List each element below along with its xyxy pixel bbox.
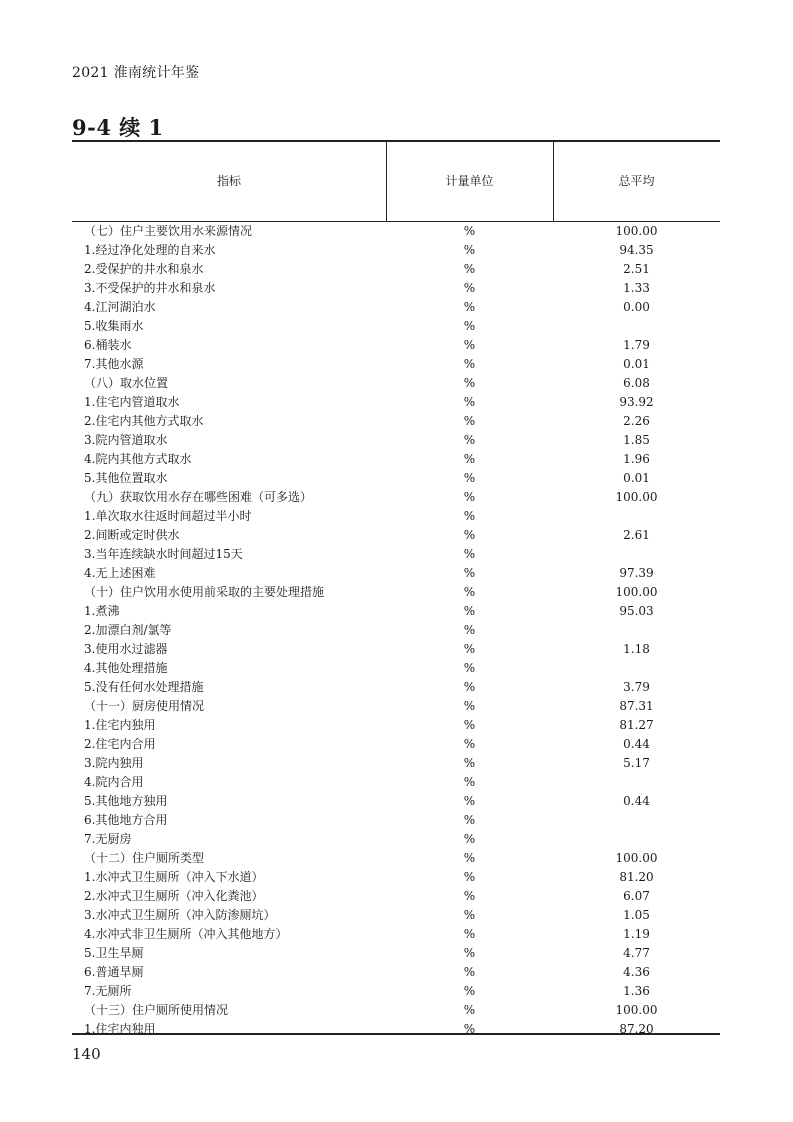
row-value: 97.39 xyxy=(619,566,654,580)
row-label: 7.无厨房 xyxy=(84,832,132,846)
table-row xyxy=(72,697,720,716)
row-unit: % xyxy=(463,718,476,732)
row-value: 93.92 xyxy=(619,395,654,409)
row-unit: % xyxy=(463,243,476,257)
table-row xyxy=(72,507,720,526)
row-unit: % xyxy=(463,927,476,941)
row-label: （八）取水位置 xyxy=(84,376,169,390)
row-unit: % xyxy=(463,585,476,599)
row-label: 4.其他处理措施 xyxy=(84,661,168,675)
row-value: 0.44 xyxy=(623,737,650,751)
row-label: （十一）厨房使用情况 xyxy=(84,699,205,713)
row-unit: % xyxy=(463,490,476,504)
table-row xyxy=(72,583,720,602)
row-value: 2.51 xyxy=(623,262,650,276)
row-label: 1.住宅内独用 xyxy=(84,1022,156,1036)
row-unit: % xyxy=(463,832,476,846)
row-unit: % xyxy=(463,737,476,751)
running-header: 2021 淮南统计年鉴 xyxy=(72,65,200,81)
table-row xyxy=(72,849,720,868)
row-label: （七）住户主要饮用水来源情况 xyxy=(84,224,253,238)
table-row xyxy=(72,659,720,678)
table-row xyxy=(72,792,720,811)
row-value: 6.08 xyxy=(623,376,650,390)
row-unit: % xyxy=(463,642,476,656)
table-row xyxy=(72,716,720,735)
row-unit: % xyxy=(463,699,476,713)
row-unit: % xyxy=(463,395,476,409)
table-row xyxy=(72,963,720,982)
table-row xyxy=(72,906,720,925)
row-value: 1.79 xyxy=(623,338,650,352)
row-value: 1.05 xyxy=(623,908,650,922)
row-unit: % xyxy=(463,1022,476,1036)
row-value: 1.85 xyxy=(623,433,650,447)
row-unit: % xyxy=(463,281,476,295)
table-row xyxy=(72,431,720,450)
table-bottom-rule xyxy=(72,1033,720,1035)
row-value: 4.36 xyxy=(623,965,650,979)
row-value: 81.20 xyxy=(619,870,654,884)
row-unit: % xyxy=(463,509,476,523)
row-unit: % xyxy=(463,984,476,998)
table-row xyxy=(72,488,720,507)
row-value xyxy=(553,621,720,640)
table-row xyxy=(72,355,720,374)
row-value: 100.00 xyxy=(615,1003,658,1017)
row-label: （十三）住户厕所使用情况 xyxy=(84,1003,229,1017)
column-header-indicator: 指标 xyxy=(216,174,241,188)
row-value: 4.77 xyxy=(623,946,650,960)
row-unit: % xyxy=(463,775,476,789)
row-value: 100.00 xyxy=(615,851,658,865)
row-label: 4.院内其他方式取水 xyxy=(84,452,192,466)
table-row xyxy=(72,374,720,393)
column-header-unit: 计量单位 xyxy=(445,174,494,188)
table-row xyxy=(72,526,720,545)
row-unit: % xyxy=(463,604,476,618)
row-label: 3.不受保护的井水和泉水 xyxy=(84,281,216,295)
row-label: 1.住宅内独用 xyxy=(84,718,156,732)
row-label: 2.住宅内合用 xyxy=(84,737,156,751)
row-value: 2.26 xyxy=(623,414,650,428)
table-row xyxy=(72,925,720,944)
row-label: 2.住宅内其他方式取水 xyxy=(84,414,204,428)
row-unit: % xyxy=(463,452,476,466)
row-label: 5.卫生旱厕 xyxy=(84,946,144,960)
row-label: 4.江河湖泊水 xyxy=(84,300,156,314)
table-row xyxy=(72,621,720,640)
table-row xyxy=(72,564,720,583)
table-row xyxy=(72,830,720,849)
row-label: 5.其他位置取水 xyxy=(84,471,168,485)
row-value xyxy=(553,317,720,336)
row-value: 81.27 xyxy=(619,718,654,732)
row-label: 1.单次取水往返时间超过半小时 xyxy=(84,509,252,523)
row-label: 3.水冲式卫生厕所（冲入防渗厕坑） xyxy=(84,908,276,922)
table-row xyxy=(72,241,720,260)
row-value: 95.03 xyxy=(619,604,654,618)
row-value: 87.20 xyxy=(619,1022,654,1036)
row-label: 3.使用水过滤器 xyxy=(84,642,168,656)
table-row xyxy=(72,678,720,697)
row-label: 3.院内独用 xyxy=(84,756,144,770)
row-unit: % xyxy=(463,623,476,637)
row-value: 1.19 xyxy=(623,927,650,941)
table-row xyxy=(72,640,720,659)
row-unit: % xyxy=(463,870,476,884)
row-unit: % xyxy=(463,851,476,865)
row-value xyxy=(553,507,720,526)
row-value: 2.61 xyxy=(623,528,650,542)
row-value: 0.01 xyxy=(623,357,650,371)
row-unit: % xyxy=(463,756,476,770)
row-value: 1.18 xyxy=(623,642,650,656)
row-value: 1.33 xyxy=(623,281,650,295)
row-value: 94.35 xyxy=(619,243,654,257)
table-row xyxy=(72,279,720,298)
table-row xyxy=(72,545,720,564)
row-label: 2.水冲式卫生厕所（冲入化粪池） xyxy=(84,889,264,903)
row-label: 2.受保护的井水和泉水 xyxy=(84,262,204,276)
row-unit: % xyxy=(463,528,476,542)
row-label: （十）住户饮用水使用前采取的主要处理措施 xyxy=(84,585,325,599)
row-unit: % xyxy=(463,300,476,314)
table-row xyxy=(72,450,720,469)
row-unit: % xyxy=(463,262,476,276)
table-row xyxy=(72,298,720,317)
table-row xyxy=(72,469,720,488)
row-unit: % xyxy=(463,547,476,561)
row-unit: % xyxy=(463,946,476,960)
row-value: 1.36 xyxy=(623,984,650,998)
table-row xyxy=(72,1001,720,1020)
table-row xyxy=(72,317,720,336)
row-unit: % xyxy=(463,680,476,694)
row-unit: % xyxy=(463,357,476,371)
row-value: 100.00 xyxy=(615,224,658,238)
row-label: 4.院内合用 xyxy=(84,775,144,789)
row-value: 5.17 xyxy=(623,756,650,770)
row-label: 1.住宅内管道取水 xyxy=(84,395,180,409)
row-unit: % xyxy=(463,1003,476,1017)
table-row xyxy=(72,982,720,1001)
row-value: 0.44 xyxy=(623,794,650,808)
row-label: 1.煮沸 xyxy=(84,604,120,618)
row-unit: % xyxy=(463,908,476,922)
table-row xyxy=(72,393,720,412)
table-row xyxy=(72,811,720,830)
row-value xyxy=(553,811,720,830)
table-row xyxy=(72,1020,720,1039)
row-label: 7.其他水源 xyxy=(84,357,144,371)
row-value: 1.96 xyxy=(623,452,650,466)
row-label: 3.当年连续缺水时间超过15天 xyxy=(84,547,243,561)
row-unit: % xyxy=(463,338,476,352)
table-row xyxy=(72,944,720,963)
row-unit: % xyxy=(463,794,476,808)
table-body xyxy=(72,222,720,1039)
row-label: 1.水冲式卫生厕所（冲入下水道） xyxy=(84,870,264,884)
row-unit: % xyxy=(463,965,476,979)
table-row xyxy=(72,735,720,754)
row-label: 6.其他地方合用 xyxy=(84,813,168,827)
row-label: 6.普通旱厕 xyxy=(84,965,144,979)
row-label: 3.院内管道取水 xyxy=(84,433,168,447)
table-row xyxy=(72,602,720,621)
row-unit: % xyxy=(463,414,476,428)
row-unit: % xyxy=(463,566,476,580)
row-unit: % xyxy=(463,813,476,827)
table-row xyxy=(72,868,720,887)
row-unit: % xyxy=(463,376,476,390)
row-value xyxy=(553,773,720,792)
row-value: 87.31 xyxy=(619,699,654,713)
column-header-average: 总平均 xyxy=(618,174,655,188)
row-unit: % xyxy=(463,661,476,675)
page-number: 140 xyxy=(72,1045,101,1063)
row-label: 5.没有任何水处理措施 xyxy=(84,680,204,694)
row-value: 3.79 xyxy=(623,680,650,694)
row-label: 2.间断或定时供水 xyxy=(84,528,180,542)
row-label: 5.收集雨水 xyxy=(84,319,144,333)
row-label: 1.经过净化处理的自来水 xyxy=(84,243,216,257)
row-value: 6.07 xyxy=(623,889,650,903)
table-row xyxy=(72,222,720,241)
table-row xyxy=(72,260,720,279)
row-label: （九）获取饮用水存在哪些困难（可多选） xyxy=(84,490,313,504)
table-title: 9-4 续 1 xyxy=(72,115,164,140)
row-unit: % xyxy=(463,319,476,333)
row-value: 0.01 xyxy=(623,471,650,485)
table-top-rule xyxy=(72,140,720,142)
row-value: 100.00 xyxy=(615,490,658,504)
row-value xyxy=(553,830,720,849)
row-label: 4.水冲式非卫生厕所（冲入其他地方） xyxy=(84,927,288,941)
row-label: （十二）住户厕所类型 xyxy=(84,851,205,865)
row-value: 100.00 xyxy=(615,585,658,599)
row-label: 5.其他地方独用 xyxy=(84,794,168,808)
row-label: 2.加漂白剂/氯等 xyxy=(84,623,172,637)
row-label: 4.无上述困难 xyxy=(84,566,156,580)
row-label: 6.桶装水 xyxy=(84,338,132,352)
row-value xyxy=(553,659,720,678)
table-row xyxy=(72,412,720,431)
row-label: 7.无厕所 xyxy=(84,984,132,998)
row-unit: % xyxy=(463,224,476,238)
row-value: 0.00 xyxy=(623,300,650,314)
row-unit: % xyxy=(463,471,476,485)
table-row xyxy=(72,773,720,792)
row-value xyxy=(553,545,720,564)
table-row xyxy=(72,754,720,773)
row-unit: % xyxy=(463,889,476,903)
table-row xyxy=(72,336,720,355)
row-unit: % xyxy=(463,433,476,447)
table-row xyxy=(72,887,720,906)
